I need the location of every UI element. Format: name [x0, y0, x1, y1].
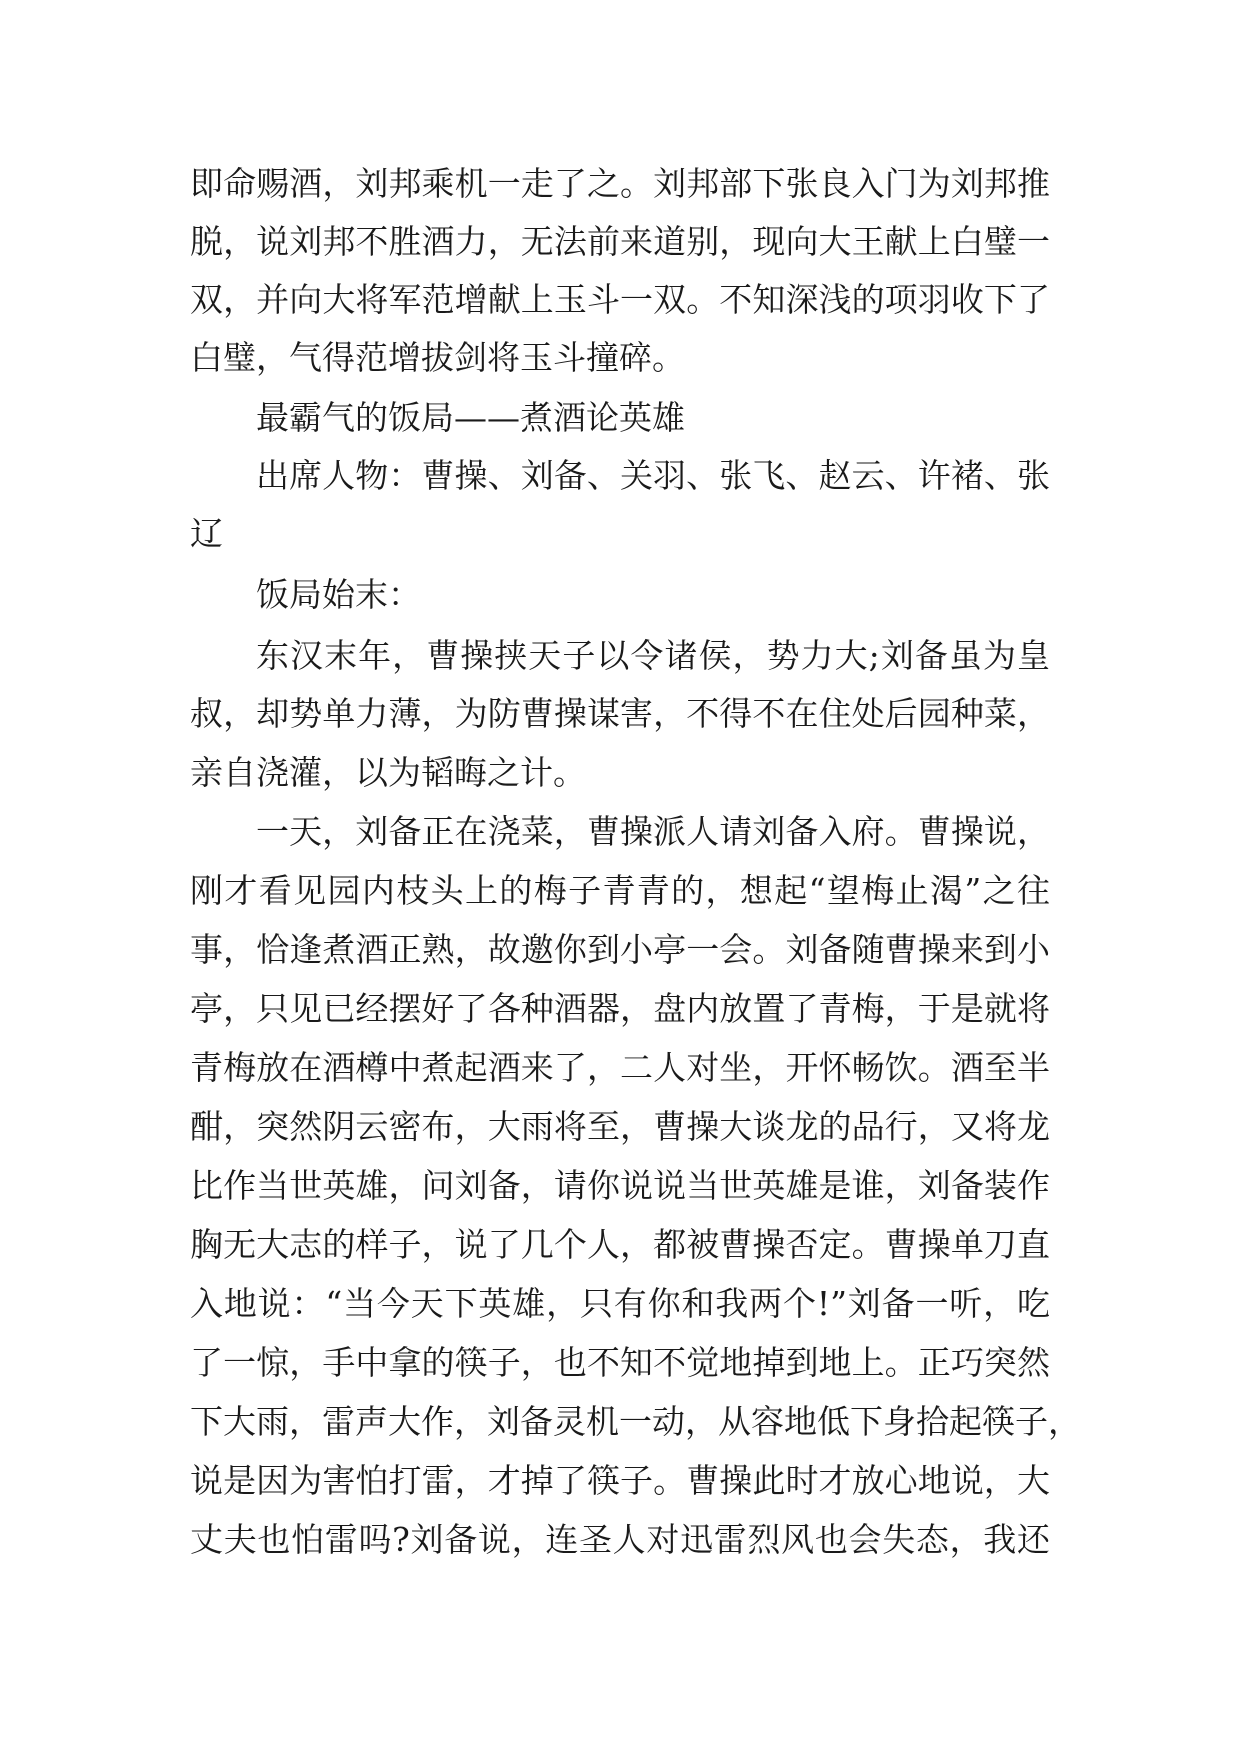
text-line: 即命赐酒，刘邦乘机一走了之。刘邦部下张良入门为刘邦推	[190, 164, 1050, 203]
text-line: 亲自浇灌，以为韬晦之计。	[190, 753, 586, 792]
subheading: 饭局始末：	[256, 575, 421, 614]
text-line: 下大雨，雷声大作，刘备灵机一动，从容地低下身拾起筷子，	[190, 1402, 1081, 1441]
text-line: 事，恰逢煮酒正熟，故邀你到小亭一会。刘备随曹操来到小	[190, 930, 1050, 969]
text-line: 叔，却势单力薄，为防曹操谋害，不得不在住处后园种菜，	[190, 694, 1050, 733]
text-line: 脱，说刘邦不胜酒力，无法前来道别，现向大王献上白璧一	[190, 222, 1050, 261]
text-line: 东汉末年，曹操挟天子以令诸侯，势力大;刘备虽为皇	[256, 636, 1050, 675]
text-line: 白璧，气得范增拔剑将玉斗撞碎。	[190, 338, 685, 377]
text-line: 辽	[190, 514, 223, 553]
text-line: 酣，突然阴云密布，大雨将至，曹操大谈龙的品行，又将龙	[190, 1107, 1050, 1146]
text-line: 胸无大志的样子，说了几个人，都被曹操否定。曹操单刀直	[190, 1225, 1050, 1264]
text-line: 丈夫也怕雷吗?刘备说，连圣人对迅雷烈风也会失态，我还	[190, 1520, 1050, 1559]
text-line: 双，并向大将军范增献上玉斗一双。不知深浅的项羽收下了	[190, 280, 1050, 319]
text-line: 刚才看见园内枝头上的梅子青青的，想起“望梅止渴”之往	[190, 871, 1050, 910]
section-heading: 最霸气的饭局——煮酒论英雄	[256, 398, 685, 437]
text-line: 亭，只见已经摆好了各种酒器，盘内放置了青梅，于是就将	[190, 989, 1050, 1028]
text-line: 说是因为害怕打雷，才掉了筷子。曹操此时才放心地说，大	[190, 1461, 1050, 1500]
text-line: 一天，刘备正在浇菜，曹操派人请刘备入府。曹操说，	[256, 812, 1050, 851]
attendees-line: 出席人物：曹操、刘备、关羽、张飞、赵云、许褚、张	[256, 456, 1050, 495]
text-line: 青梅放在酒樽中煮起酒来了，二人对坐，开怀畅饮。酒至半	[190, 1048, 1050, 1087]
text-line: 了一惊，手中拿的筷子，也不知不觉地掉到地上。正巧突然	[190, 1343, 1050, 1382]
text-line: 比作当世英雄，问刘备，请你说说当世英雄是谁，刘备装作	[190, 1166, 1050, 1205]
text-line: 入地说：“当今天下英雄，只有你和我两个!”刘备一听，吃	[190, 1284, 1050, 1323]
